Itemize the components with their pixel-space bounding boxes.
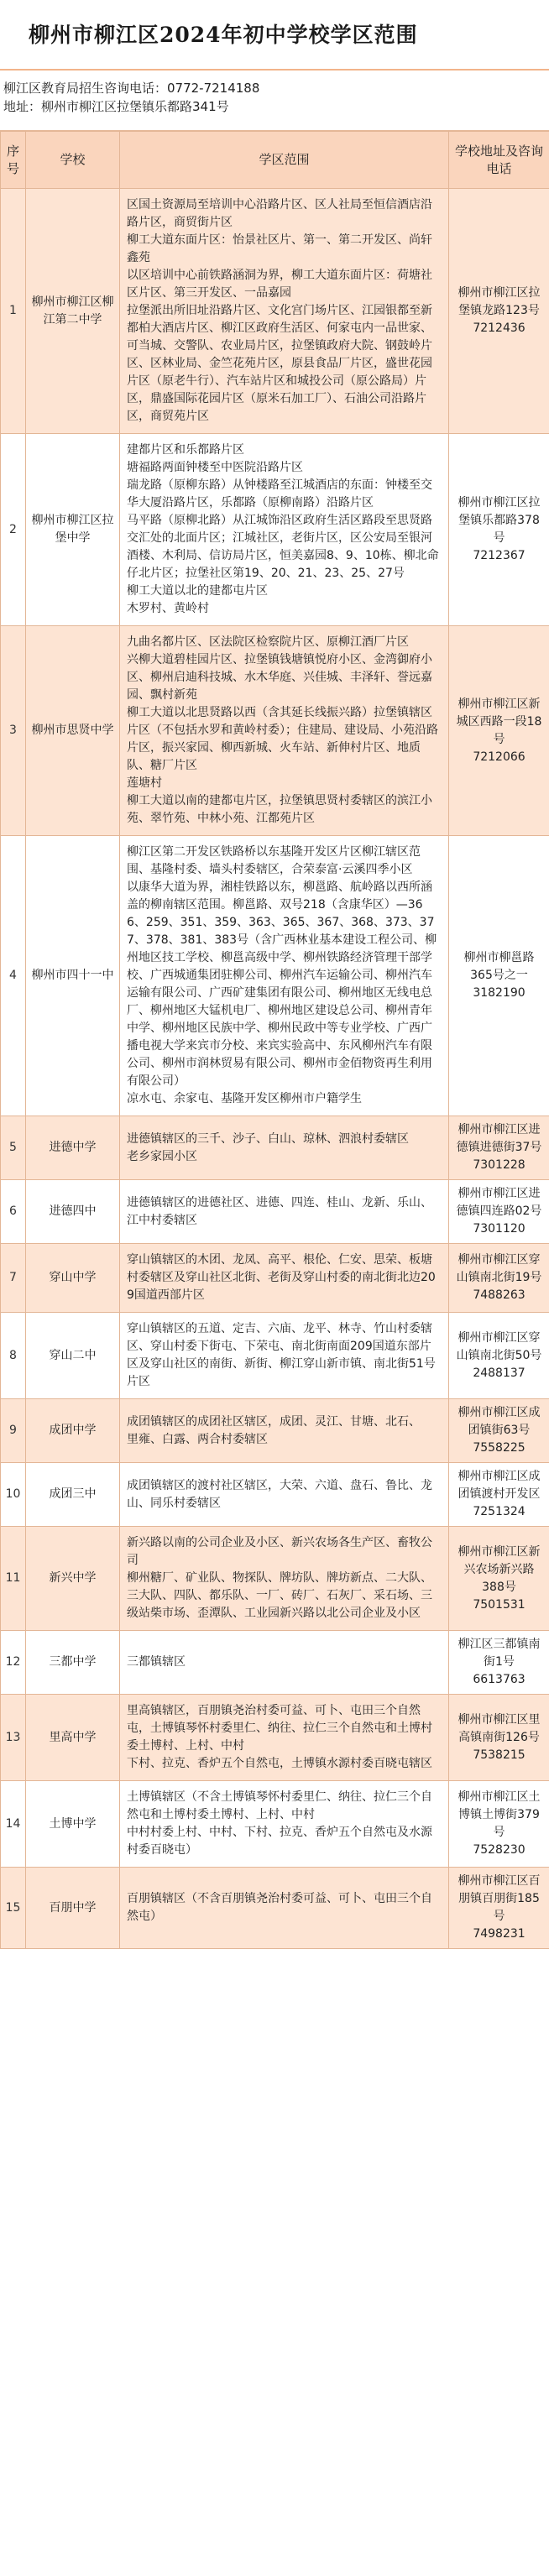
table-row bbox=[1, 1781, 549, 1868]
table-row bbox=[1, 1868, 549, 1949]
cell-range: 成团镇辖区的成团社区辖区，成团、灵江、甘塘、北石、 里雍、白露、两合村委辖区 bbox=[120, 1399, 449, 1463]
cell-no: 12 bbox=[1, 1631, 26, 1695]
cell-no: 9 bbox=[1, 1399, 26, 1463]
cell-school: 穿山中学 bbox=[26, 1244, 120, 1313]
cell-addr: 柳州市柳江区成团镇渡村开发区 7251324 bbox=[449, 1463, 549, 1527]
cell-no: 2 bbox=[1, 434, 26, 626]
cell-school: 新兴中学 bbox=[26, 1527, 120, 1631]
school-district-table bbox=[0, 131, 549, 1949]
cell-range: 穿山镇辖区的木团、龙凤、高平、根伦、仁安、思荣、板塘村委辖区及穿山社区北街、老街及穿山村委的南北街北边209国道西部片区 bbox=[120, 1244, 449, 1313]
cell-addr: 柳州市柳江区土博镇土博街379号 7528230 bbox=[449, 1781, 549, 1868]
cell-school: 柳州市思贤中学 bbox=[26, 626, 120, 836]
page-title: 柳州市柳江区2024年初中学校学区范围 bbox=[29, 23, 418, 47]
cell-school: 土博中学 bbox=[26, 1781, 120, 1868]
cell-range: 新兴路以南的公司企业及小区、新兴农场各生产区、畜牧公司 柳州糖厂、矿业队、物探队、牌坊队、牌坊新点、二大队、三大队、四队、都乐队、一厂、砖厂、石灰厂、采石场、三级站柴市场、歪潭队、工业园新兴路以北公司企业及小区 bbox=[120, 1527, 449, 1631]
cell-range: 建都片区和乐都路片区 塘福路两面钟楼至中医院沿路片区 瑞龙路（原柳东路）从钟楼路至江城酒店的东面：钟楼至交华大厦沿路片区，乐都路（原柳南路）沿路片区 马平路（原柳北路）从江城饰沿区政府生活区路段至思贤路交汇处的北面片区；江城社区，老街片区，区公安局至银河酒楼、木利局、信访局片区，恒美嘉园8、9、10栋、柳北命仔北片区；拉堡社区第19、20、21、23、25、27号 柳工大道以北的建都屯片区 木罗村、黄岭村 bbox=[120, 434, 449, 626]
contact-phone: 柳江区教育局招生咨询电话：0772-7214188 bbox=[3, 81, 260, 96]
cell-addr: 柳州市柳江区新兴农场新兴路388号 7501531 bbox=[449, 1527, 549, 1631]
cell-no: 4 bbox=[1, 836, 26, 1116]
cell-addr: 柳州市柳江区进德镇进德街37号 7301228 bbox=[449, 1116, 549, 1180]
cell-addr: 柳州市柳江区新城区西路一段18号 7212066 bbox=[449, 626, 549, 836]
table-row bbox=[1, 189, 549, 434]
cell-school: 三都中学 bbox=[26, 1631, 120, 1695]
cell-no: 15 bbox=[1, 1868, 26, 1949]
title-bar bbox=[0, 0, 549, 71]
table-row bbox=[1, 1313, 549, 1399]
cell-range: 三都镇辖区 bbox=[120, 1631, 449, 1695]
table-row bbox=[1, 1695, 549, 1781]
header-no: 序号 bbox=[1, 132, 26, 189]
cell-range: 里高镇辖区，百朋镇尧治村委可益、可卜、屯田三个自然屯，土博镇琴怀村委里仁、纳往、拉仁三个自然屯和土博村委土博村、上村、中村 下村、拉克、香炉五个自然屯，土博镇水源村委百晓屯辖区 bbox=[120, 1695, 449, 1781]
table-row bbox=[1, 1244, 549, 1313]
contact-info bbox=[0, 71, 549, 131]
cell-no: 7 bbox=[1, 1244, 26, 1313]
cell-range: 区国土资源局至培训中心沿路片区、区人社局至恒信酒店沿路片区，商贸街片区 柳工大道东面片区：怡景社区片、第一、第二开发区、尚轩鑫苑 以区培训中心前铁路涵洞为界，柳工大道东面片区：荷塘社区片区、第三开发区、一品嘉园 拉堡派出所旧址沿路片区、文化宫门场片区、江园银都至新都柏大酒店片区、柳江区政府生活区、何家屯内一品世家、可当城、交警队、农业局片区，拉堡镇政府大院、钢鼓岭片区、区林业局、金竺花苑片区，原县食品厂片区，盛世花园片区（原老牛行）、汽车站片区和城投公司（原公路局）片区，鼎盛国际花园片区（原米石加工厂）、石油公司沿路片区，商贸苑片区 bbox=[120, 189, 449, 434]
table-header-row bbox=[1, 132, 549, 189]
table-row bbox=[1, 1399, 549, 1463]
table-row bbox=[1, 1180, 549, 1244]
table-row bbox=[1, 1116, 549, 1180]
cell-range: 柳江区第二开发区铁路桥以东基隆开发区片区柳江辖区范围、基隆村委、墙头村委辖区，合荣泰富·云溪四季小区 以康华大道为界，湘桂铁路以东，柳邕路、航岭路以西所涵盖的柳南辖区范围。柳邕路、双号218（含康华区）—366、259、351、359、363、365、367、368、373、377、378、381、383号（含广西林业基本建设工程公司、柳州地区技工学校、柳邕高级中学、柳州铁路经济管理干部学校、广西城通集团驻柳公司、柳州汽车运输公司、柳州汽车运输有限公司、广西矿建集团有限公司、柳州地区无线电总厂、柳州地区大锰机电厂、柳州地区建设总公司、柳州青年中学、柳州地区民族中学、柳州民政中等专业学校、广西广播电视大学来宾市分校、来宾实验高中、东风柳州汽车有限公司、柳州市润林贸易有限公司、柳州市金佰物资再生利用有限公司） 凉水屯、余家屯、基隆开发区柳州市户籍学生 bbox=[120, 836, 449, 1116]
table-row bbox=[1, 626, 549, 836]
header-addr: 学校地址及咨询电话 bbox=[449, 132, 549, 189]
cell-no: 8 bbox=[1, 1313, 26, 1399]
cell-school: 柳州市柳江区柳江第二中学 bbox=[26, 189, 120, 434]
cell-no: 10 bbox=[1, 1463, 26, 1527]
cell-no: 3 bbox=[1, 626, 26, 836]
cell-addr: 柳州市柳江区穿山镇南北街19号 7488263 bbox=[449, 1244, 549, 1313]
contact-address: 地址：柳州市柳江区拉堡镇乐都路341号 bbox=[3, 99, 229, 114]
cell-no: 6 bbox=[1, 1180, 26, 1244]
cell-school: 进德四中 bbox=[26, 1180, 120, 1244]
cell-school: 柳州市四十一中 bbox=[26, 836, 120, 1116]
cell-range: 百朋镇辖区（不含百朋镇尧治村委可益、可卜、屯田三个自然屯） bbox=[120, 1868, 449, 1949]
cell-range: 九曲名都片区、区法院区检察院片区、原柳江酒厂片区 兴柳大道碧桂园片区、拉堡镇钱塘镇悦府小区、金湾御府小区、柳州启迪科技城、水木华庭、兴佳城、丰泽轩、誉远嘉园、飘村新苑 柳工大道以北思贤路以西（含其延长线振兴路）拉堡镇辖区片区（不包括水罗和黄岭村委）；住建局、建设局、小苑沿路片区，振兴家园、柳西新城、火车站、新伸村片区、地质队、糖厂片区 莲塘村 柳工大道以南的建都屯片区，拉堡镇思贤村委辖区的滨江小苑、翠竹苑、中林小苑、江都苑片区 bbox=[120, 626, 449, 836]
cell-school: 百朋中学 bbox=[26, 1868, 120, 1949]
cell-no: 11 bbox=[1, 1527, 26, 1631]
table-row bbox=[1, 836, 549, 1116]
cell-no: 1 bbox=[1, 189, 26, 434]
cell-addr: 柳州市柳江区里高镇南街126号 7538215 bbox=[449, 1695, 549, 1781]
cell-school: 柳州市柳江区拉堡中学 bbox=[26, 434, 120, 626]
table-row bbox=[1, 1463, 549, 1527]
cell-no: 13 bbox=[1, 1695, 26, 1781]
table-row bbox=[1, 434, 549, 626]
cell-addr: 柳州市柳邕路365号之一 3182190 bbox=[449, 836, 549, 1116]
cell-no: 5 bbox=[1, 1116, 26, 1180]
table-row bbox=[1, 1631, 549, 1695]
cell-addr: 柳州市柳江区百朋镇百朋街185号 7498231 bbox=[449, 1868, 549, 1949]
header-range: 学区范围 bbox=[120, 132, 449, 189]
cell-school: 穿山二中 bbox=[26, 1313, 120, 1399]
cell-addr: 柳州市柳江区穿山镇南北街50号 2488137 bbox=[449, 1313, 549, 1399]
cell-school: 里高中学 bbox=[26, 1695, 120, 1781]
cell-range: 成团镇辖区的渡村社区辖区，大荣、六道、盘石、鲁比、龙山、同乐村委辖区 bbox=[120, 1463, 449, 1527]
cell-addr: 柳州市柳江区拉堡镇乐都路378号 7212367 bbox=[449, 434, 549, 626]
cell-range: 进德镇辖区的进德社区、进德、四连、桂山、龙新、乐山、江中村委辖区 bbox=[120, 1180, 449, 1244]
cell-addr: 柳州市柳江区进德镇四连路02号 7301120 bbox=[449, 1180, 549, 1244]
table-body bbox=[1, 189, 549, 1949]
cell-addr: 柳州市柳江区成团镇街63号 7558225 bbox=[449, 1399, 549, 1463]
header-school: 学校 bbox=[26, 132, 120, 189]
table-row bbox=[1, 1527, 549, 1631]
cell-school: 进德中学 bbox=[26, 1116, 120, 1180]
cell-no: 14 bbox=[1, 1781, 26, 1868]
cell-addr: 柳江区三都镇南街1号 6613763 bbox=[449, 1631, 549, 1695]
cell-range: 穿山镇辖区的五道、定吉、六庙、龙平、林寺、竹山村委辖区、穿山村委下街屯、下荣屯、南北街南面209国道东部片区及穿山社区的南街、新街、柳江穿山新市镇、南北街51号片区 bbox=[120, 1313, 449, 1399]
cell-school: 成团中学 bbox=[26, 1399, 120, 1463]
cell-range: 土博镇辖区（不含土博镇琴怀村委里仁、纳往、拉仁三个自然屯和土博村委土博村、上村、中村 中村村委上村、中村、下村、拉克、香炉五个自然屯及水源村委百晓屯） bbox=[120, 1781, 449, 1868]
cell-school: 成团三中 bbox=[26, 1463, 120, 1527]
cell-addr: 柳州市柳江区拉堡镇龙路123号 7212436 bbox=[449, 189, 549, 434]
cell-range: 进德镇辖区的三千、沙子、白山、琼林、泗浪村委辖区 老乡家园小区 bbox=[120, 1116, 449, 1180]
